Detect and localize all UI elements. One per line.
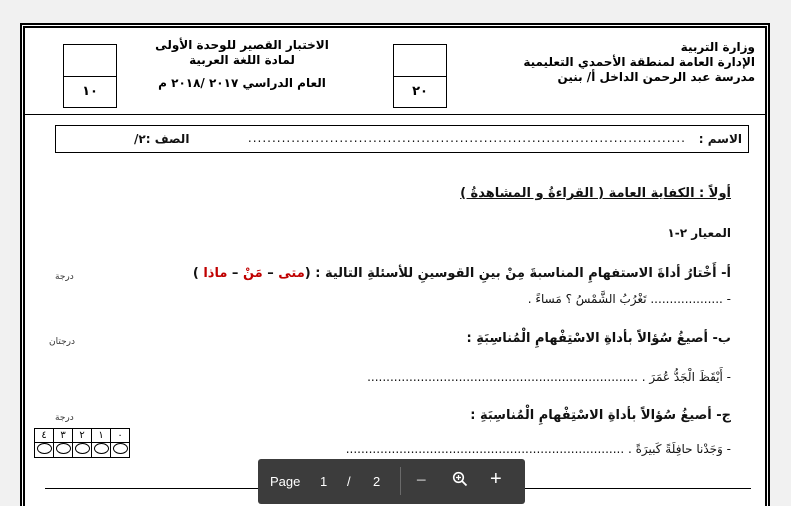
rating-value: ٤: [35, 429, 54, 443]
exam-page: [20, 23, 770, 506]
page-separator: /: [347, 474, 351, 489]
exam-subject: لمادة اللغة العربية: [189, 53, 295, 67]
unit-score-box: [63, 44, 117, 108]
criterion-label: المعيار ٢-١: [667, 226, 731, 240]
total-pages: 2: [373, 474, 381, 489]
rating-circle[interactable]: [92, 443, 111, 458]
zoom-out-button[interactable]: −: [416, 470, 427, 490]
rating-circle[interactable]: [73, 443, 92, 458]
rating-circle[interactable]: [111, 443, 130, 458]
exam-title: الاختبار القصير للوحدة الأولى: [155, 38, 329, 52]
question-c-grade: درجة: [55, 413, 74, 423]
rating-value: ٣: [54, 429, 73, 443]
student-info-bar: [55, 125, 749, 153]
pdf-viewer-toolbar: [258, 459, 525, 504]
current-page-input[interactable]: 1: [320, 474, 328, 489]
question-a-line: - ................... تَغْرُبُ الشَّمْسُ ؟ مَساءً .: [527, 292, 731, 306]
question-a-prompt: أ- أَخْتارُ أداةَ الاستفهامِ المناسبةَ مِنْ بينِ القوسينِ للأسئلةِ التالية : (متى – مَنْ – ماذا ): [192, 266, 731, 281]
toolbar-divider: [400, 467, 401, 495]
exam-title-block: [137, 38, 347, 91]
header-info: [523, 40, 755, 85]
total-score-box: [393, 44, 447, 108]
name-label: الاسم :: [698, 132, 742, 146]
district-label: الإدارة العامة لمنطقة الأحمدي التعليمية: [523, 55, 755, 69]
question-b-line: - أَيْقَظَ الْجَدُّ عُمَرَ . .......................................................................: [367, 370, 731, 384]
academic-year: العام الدراسي ٢٠١٧ /٢٠١٨ م: [158, 76, 326, 90]
page-label: Page: [270, 474, 301, 489]
rating-scale: [34, 428, 130, 458]
header-divider: [25, 114, 765, 115]
rating-value: ١: [92, 429, 111, 443]
total-score-value: ٢٠: [412, 84, 428, 99]
rating-circle[interactable]: [35, 443, 54, 458]
option-mata: متى: [278, 266, 305, 281]
option-man: مَنْ: [242, 266, 263, 281]
section-title: أولاً : الكفاية العامة ( القراءةُ و المشاهدةُ ): [460, 186, 731, 201]
name-field[interactable]: ...........................................................................................: [247, 131, 686, 145]
rating-value: ٢: [73, 429, 92, 443]
question-a-grade: درجة: [55, 272, 74, 282]
option-matha: ماذا: [203, 266, 228, 281]
question-b-grade: درجتان: [49, 337, 75, 347]
ministry-label: وزارة التربية: [680, 40, 755, 54]
rating-circle[interactable]: [54, 443, 73, 458]
question-c-line: - وَجَدْنا حافِلَةً كَبيرَةً . .........................................................................: [345, 442, 731, 456]
rating-value: ٠: [111, 429, 130, 443]
class-label: الصف :٢/: [134, 132, 190, 146]
zoom-icon[interactable]: [452, 471, 468, 490]
unit-score-value: ١٠: [82, 84, 98, 99]
question-c-prompt: ج- أصيغُ سُؤالاً بأداةِ الاسْتِفْهامِ الْمُناسِبَةِ :: [470, 408, 731, 423]
zoom-in-button[interactable]: +: [490, 468, 502, 490]
question-b-prompt: ب- أصيغُ سُؤالاً بأداةِ الاسْتِفْهامِ الْمُناسِبَةِ :: [466, 331, 731, 346]
school-label: مدرسة عبد الرحمن الداخل أ/ بنين: [557, 70, 755, 84]
